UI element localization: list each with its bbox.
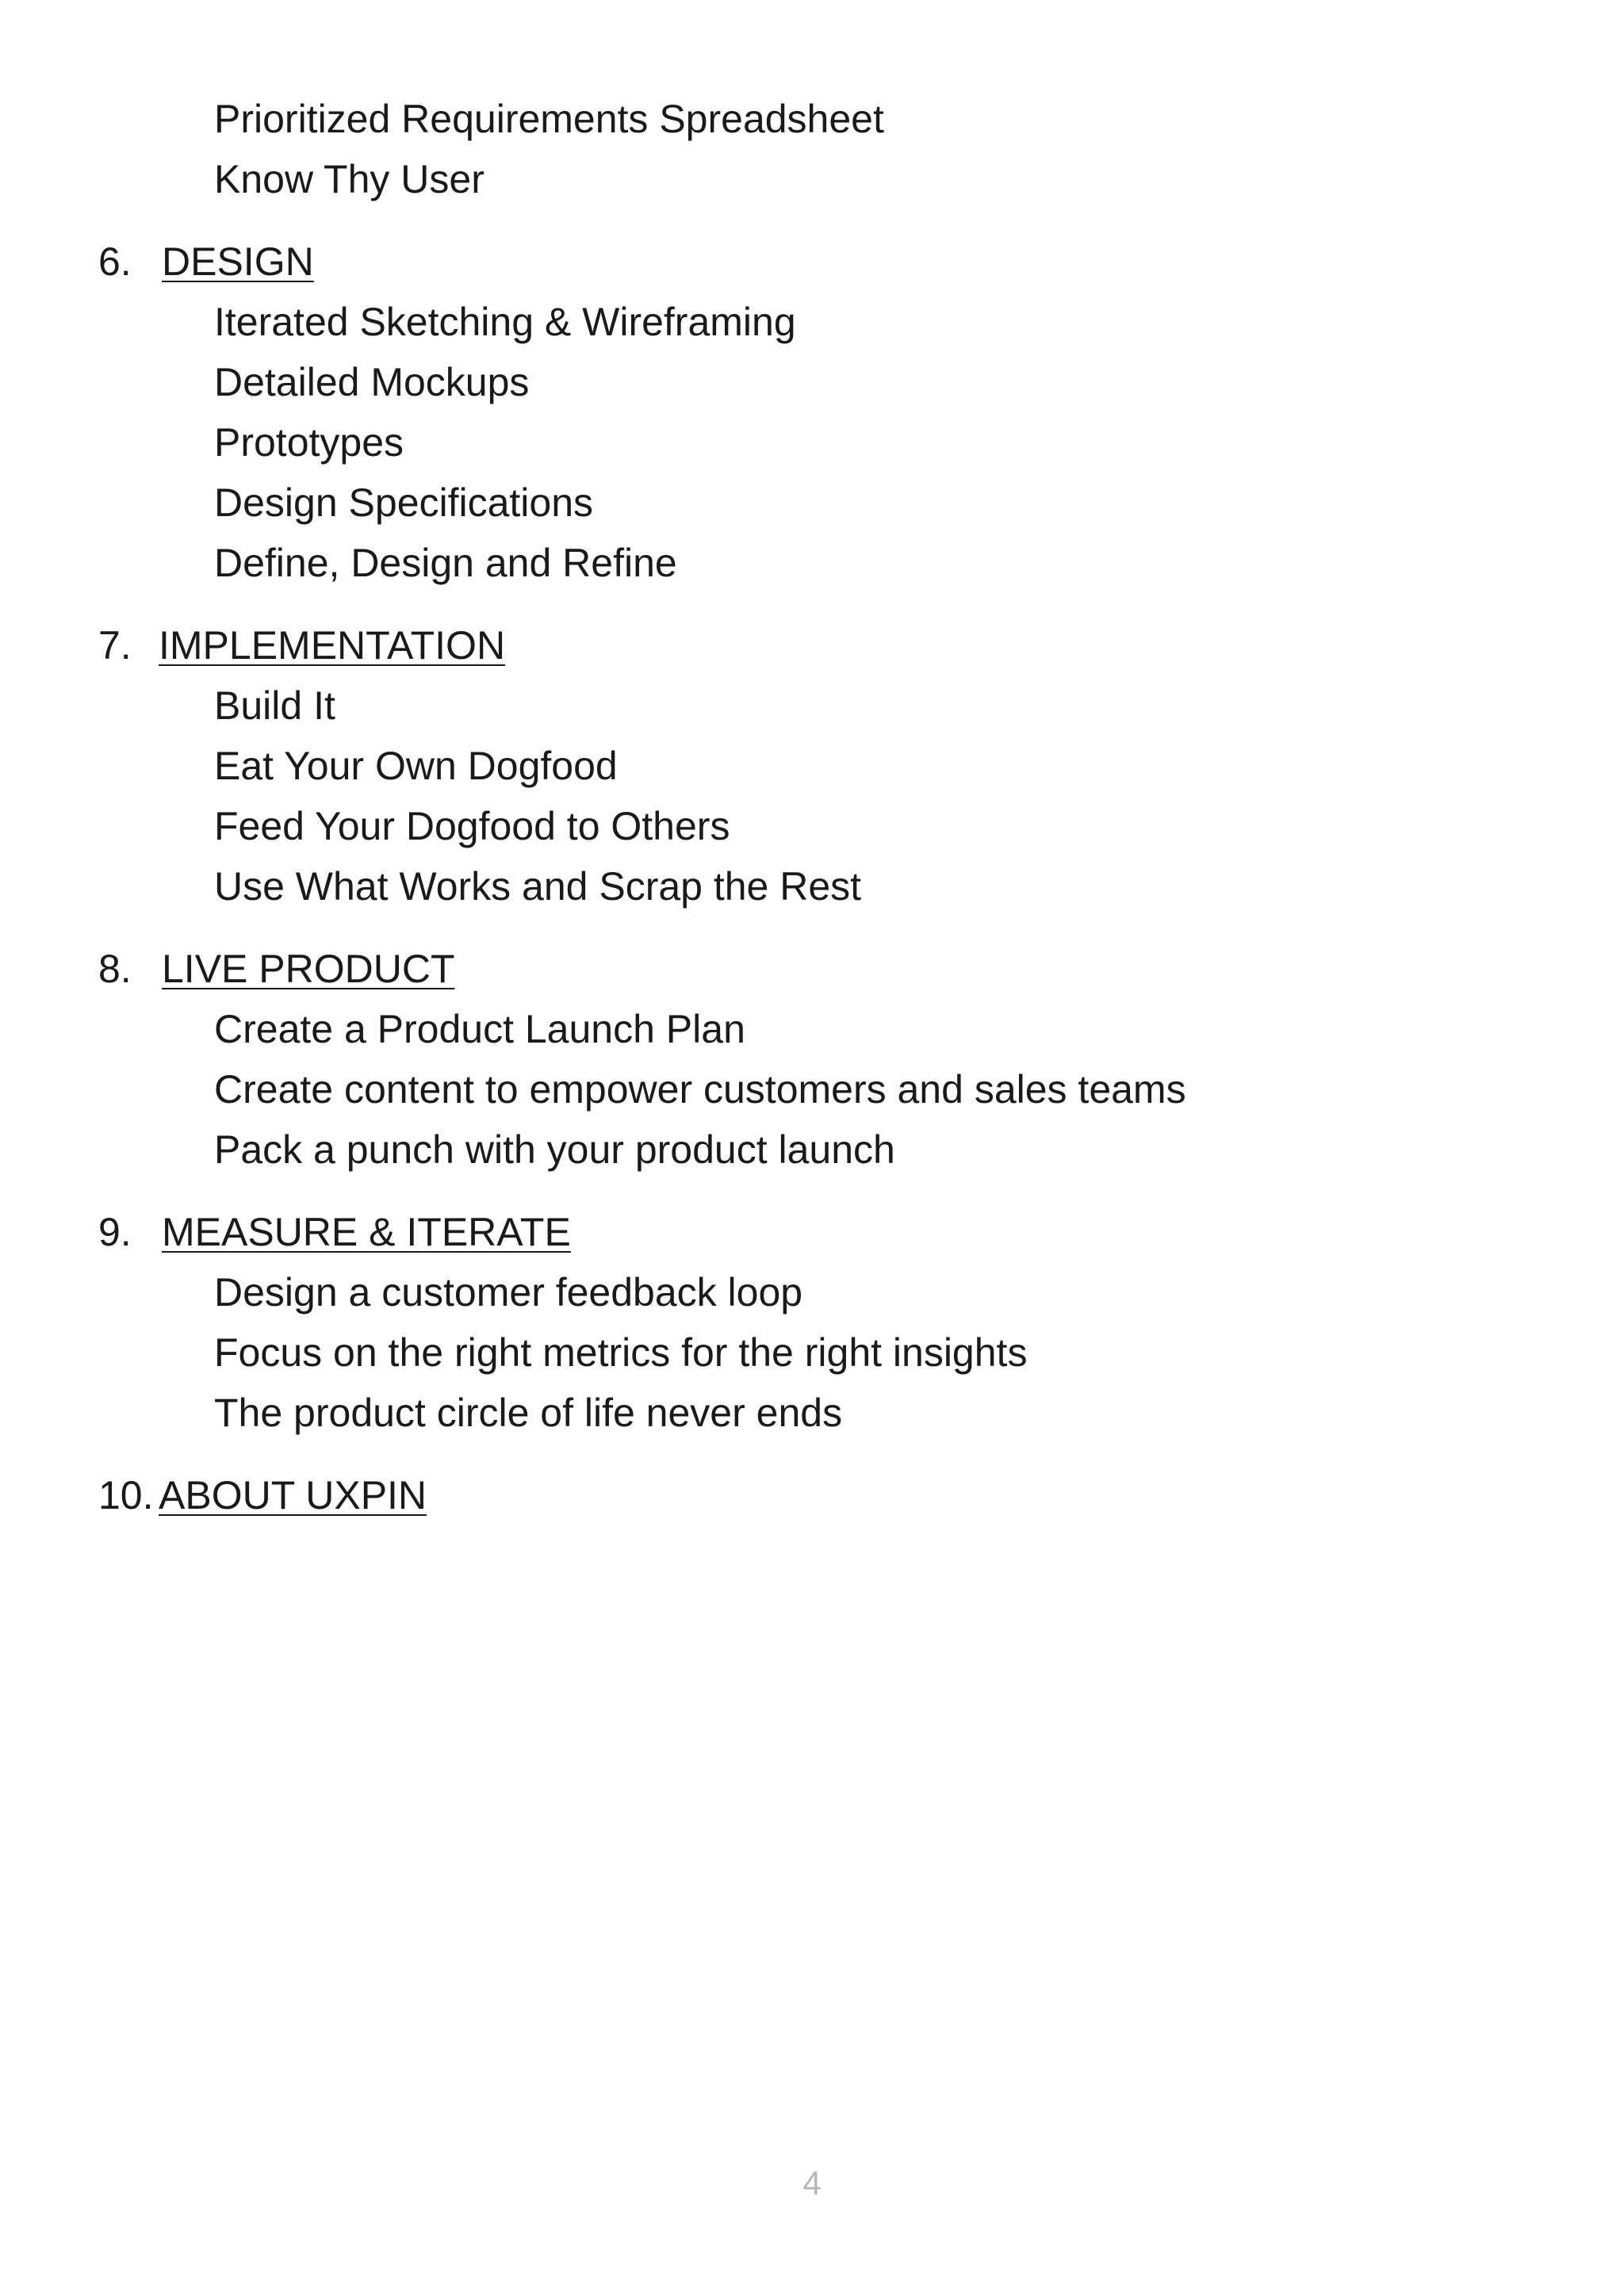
toc-subitem: Focus on the right metrics for the right insights: [214, 1330, 1028, 1375]
section-number: 8.: [98, 947, 132, 991]
toc-subitem: Design a customer feedback loop: [214, 1270, 803, 1314]
page-number: 4: [802, 2164, 822, 2202]
toc-subitem: Create content to empower customers and sales teams: [214, 1067, 1186, 1112]
section-number: 7.: [98, 623, 132, 668]
toc-section-implementation: [98, 615, 1526, 675]
section-title-link[interactable]: IMPLEMENTATION: [159, 623, 506, 668]
toc-subitem: Know Thy User: [214, 157, 485, 201]
toc-section-measure-iterate: [98, 1202, 1526, 1262]
toc-subitem: Build It: [214, 683, 335, 728]
section-title-link[interactable]: MEASURE & ITERATE: [162, 1210, 571, 1254]
toc-subitem: Design Specifications: [214, 480, 594, 525]
toc-section-design: [98, 232, 1526, 292]
section-number: 9.: [98, 1210, 132, 1254]
toc-subitem: Iterated Sketching & Wireframing: [214, 300, 796, 344]
toc-subitem: Create a Product Launch Plan: [214, 1007, 745, 1051]
section-title-link[interactable]: DESIGN: [162, 239, 314, 284]
section-title-link[interactable]: LIVE PRODUCT: [162, 947, 455, 991]
section-title-link[interactable]: ABOUT UXPIN: [159, 1473, 427, 1517]
toc-subitem: The product circle of life never ends: [214, 1391, 843, 1435]
toc-subitem: Feed Your Dogfood to Others: [214, 804, 730, 848]
toc-subitem: Define, Design and Refine: [214, 541, 677, 585]
table-of-contents: [98, 89, 1526, 1525]
toc-subitem: Detailed Mockups: [214, 360, 530, 404]
toc-section-about-uxpin: [98, 1465, 1526, 1525]
toc-subitem: Eat Your Own Dogfood: [214, 744, 618, 788]
section-number: 10.: [98, 1473, 154, 1517]
toc-subitem: Use What Works and Scrap the Rest: [214, 864, 862, 909]
toc-subitem: Pack a punch with your product launch: [214, 1127, 895, 1172]
section-number: 6.: [98, 239, 132, 284]
toc-section-live-product: [98, 939, 1526, 999]
toc-subitem: Prototypes: [214, 420, 404, 465]
toc-subitem: Prioritized Requirements Spreadsheet: [214, 97, 884, 141]
